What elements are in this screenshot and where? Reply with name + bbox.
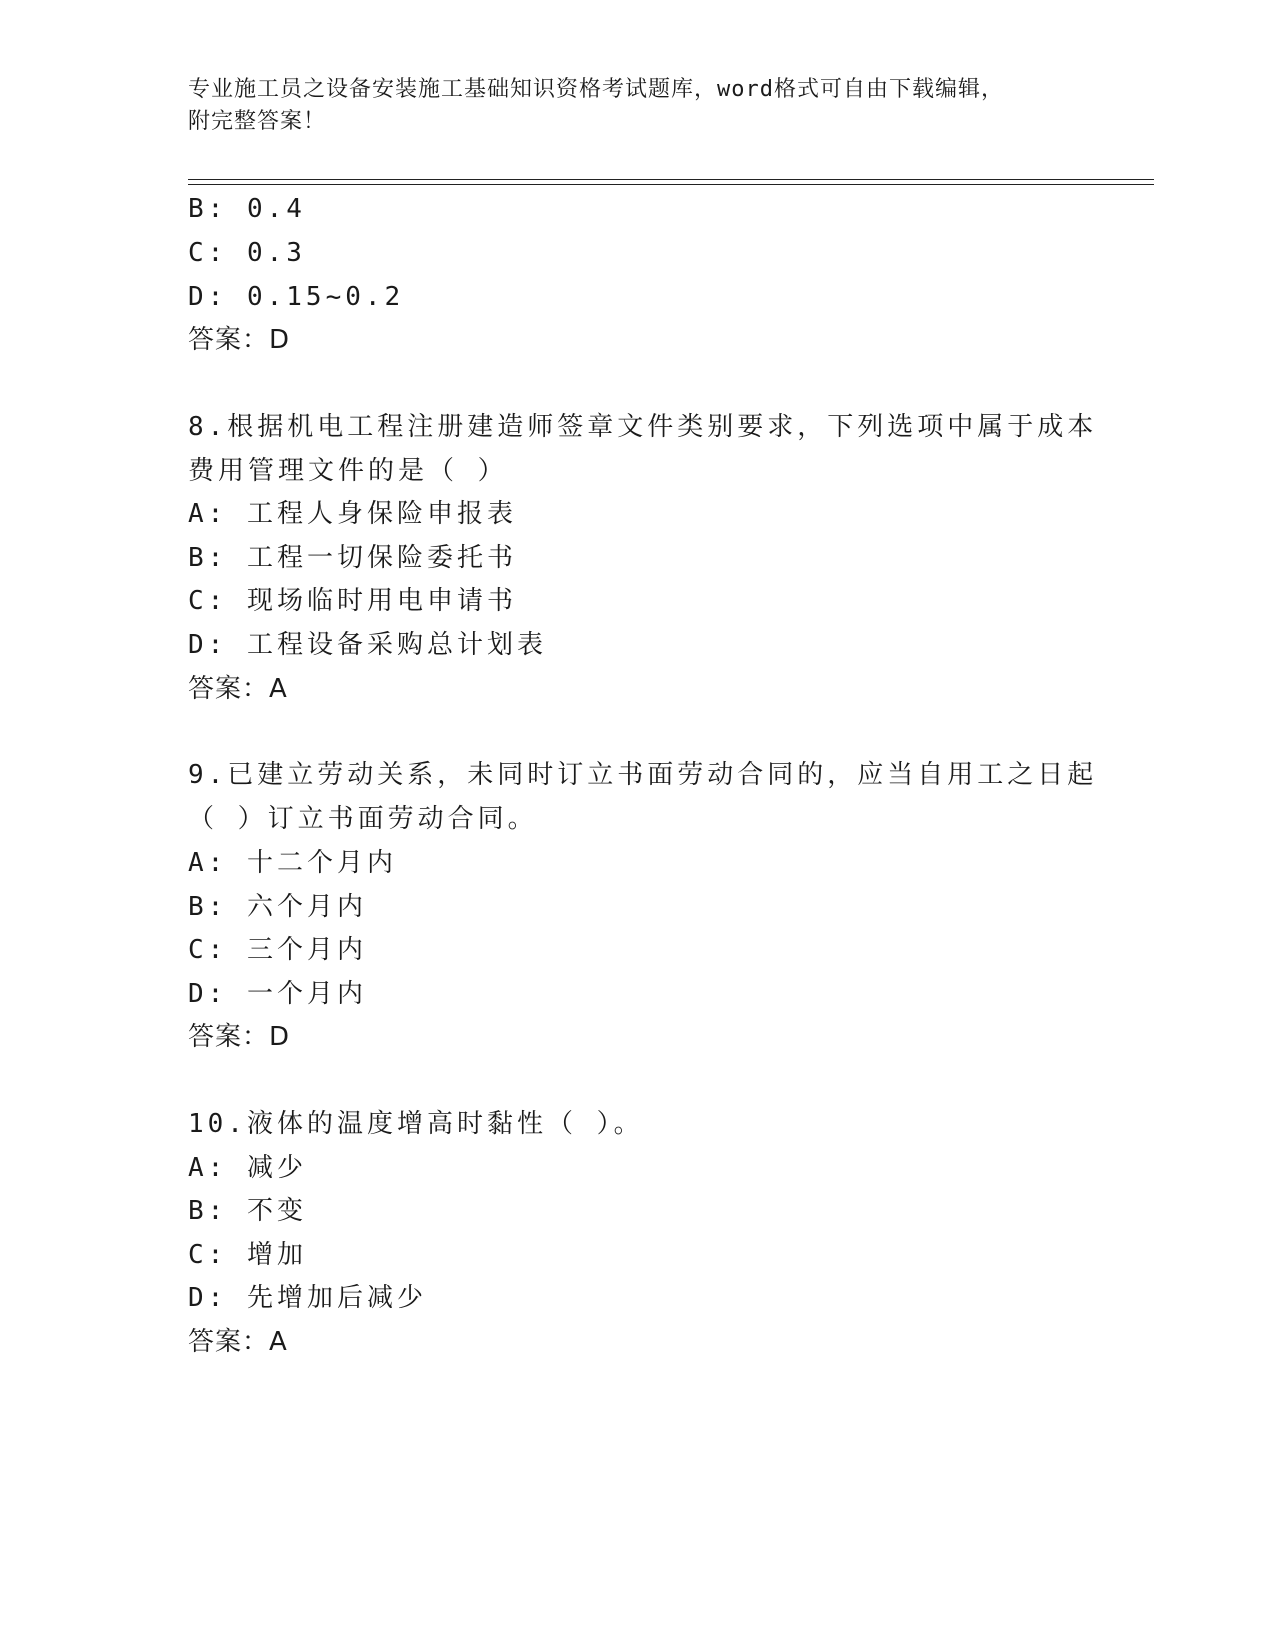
q10-option-d: D: 先增加后减少 <box>188 1283 427 1313</box>
q7-option-d: D: 0.15~0.2 <box>188 282 405 312</box>
q7-option-c: C: 0.3 <box>188 238 306 268</box>
q10-option-c: C: 增加 <box>188 1240 307 1270</box>
q10-option-b: B: 不变 <box>188 1196 307 1226</box>
q9-option-d: D: 一个月内 <box>188 979 367 1009</box>
q9-option-b: B: 六个月内 <box>188 892 367 922</box>
q8-option-d: D: 工程设备采购总计划表 <box>188 630 547 660</box>
header-line-2: 附完整答案！ <box>188 109 327 134</box>
q8-answer: 答案：A <box>188 674 288 704</box>
q10-option-a: A: 减少 <box>188 1153 307 1183</box>
q8-question-line-1: 8.根据机电工程注册建造师签章文件类别要求，下列选项中属于成本 <box>188 412 1098 442</box>
q7-answer: 答案：D <box>188 325 291 355</box>
q8-option-a: A: 工程人身保险申报表 <box>188 499 517 529</box>
q9-option-a: A: 十二个月内 <box>188 848 397 878</box>
q10-answer: 答案：A <box>188 1327 288 1357</box>
q8-option-c: C: 现场临时用电申请书 <box>188 586 517 616</box>
q7-option-b: B: 0.4 <box>188 194 306 224</box>
q9-option-c: C: 三个月内 <box>188 935 367 965</box>
document-header <box>188 74 1088 138</box>
header-divider-top <box>188 179 1154 180</box>
q9-answer: 答案：D <box>188 1022 291 1052</box>
q9-question-line-1: 9.已建立劳动关系，未同时订立书面劳动合同的，应当自用工之日起 <box>188 760 1098 790</box>
q8-question-line-2: 费用管理文件的是（ ） <box>188 456 508 486</box>
header-divider-bottom <box>188 184 1154 185</box>
q10-question-line-1: 10.液体的温度增高时黏性（ ）。 <box>188 1109 644 1139</box>
header-line-1: 专业施工员之设备安装施工基础知识资格考试题库，word格式可自由下载编辑， <box>188 77 1004 102</box>
q8-option-b: B: 工程一切保险委托书 <box>188 543 517 573</box>
q9-question-line-2: （ ）订立书面劳动合同。 <box>188 804 538 834</box>
